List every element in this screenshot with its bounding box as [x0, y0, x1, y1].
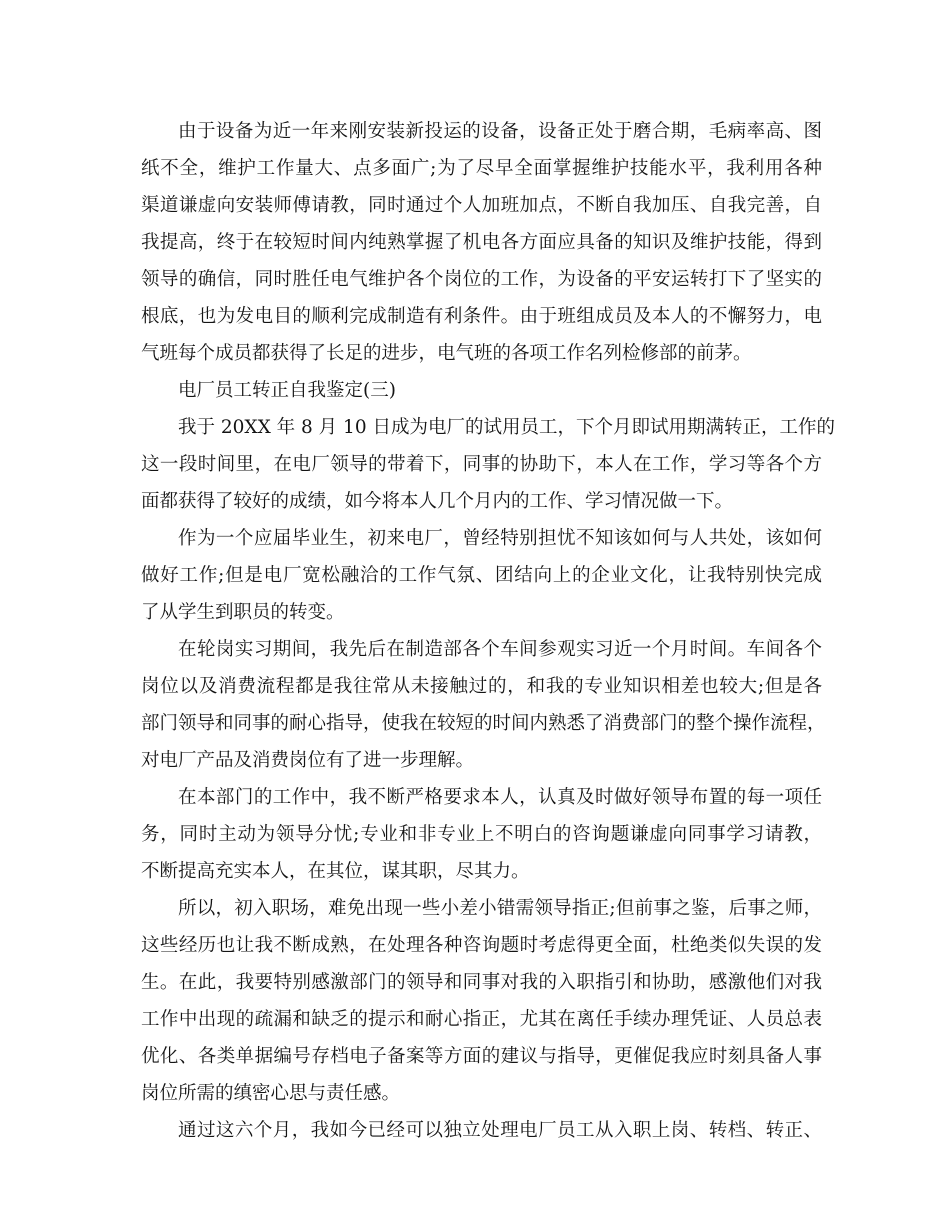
paragraph-line: 生。在此，我要特别感激部门的领导和同事对我的入职指引和协助，感激他们对我: [141, 972, 822, 993]
paragraph-line: 领导的确信，同时胜任电气维护各个岗位的工作，为设备的平安运转打下了坚实的: [141, 269, 822, 290]
paragraph-line: 根底，也为发电目的顺利完成制造有利条件。由于班组成员及本人的不懈努力，电: [141, 306, 822, 327]
paragraph-first-line: 在轮岗实习期间，我先后在制造部各个车间参观实习近一个月时间。车间各个: [178, 639, 822, 660]
paragraph-first-line: 作为一个应届毕业生，初来电厂，曾经特别担忧不知该如何与人共处，该如何: [178, 528, 822, 549]
paragraph-line: 务，同时主动为领导分忧;专业和非专业上不明白的咨询题谦虚向同事学习请教，: [141, 824, 822, 845]
document-body: [141, 113, 835, 1149]
paragraph-line: 我提高，终于在较短时间内纯熟掌握了机电各方面应具备的知识及维护技能，得到: [141, 232, 822, 253]
paragraph-line: 做好工作;但是电厂宽松融洽的工作气氛、团结向上的企业文化，让我特别快完成: [141, 565, 822, 586]
paragraph-line: 优化、各类单据编号存档电子备案等方面的建议与指导，更催促我应时刻具备人事: [141, 1046, 822, 1067]
paragraph-line: 部门领导和同事的耐心指导，使我在较短的时间内熟悉了消费部门的整个操作流程，: [141, 713, 826, 734]
paragraph-first-line: 我于 20XX 年 8 月 10 日成为电厂的试用员工，下个月即试用期满转正，工作的: [178, 417, 835, 438]
paragraph-line: 气班每个成员都获得了长足的进步，电气班的各项工作名列检修部的前茅。: [141, 343, 752, 364]
paragraph-line: 对电厂产品及消费岗位有了进一步理解。: [141, 750, 475, 771]
paragraph-line: 岗位所需的缜密心思与责任感。: [141, 1083, 401, 1104]
paragraph-first-line: 电厂员工转正自我鉴定(三): [178, 380, 396, 401]
paragraph-line: 渠道谦虚向安装师傅请教，同时通过个人加班加点，不断自我加压、自我完善，自: [141, 195, 822, 216]
paragraph-line: 这些经历也让我不断成熟，在处理各种咨询题时考虑得更全面，杜绝类似失误的发: [141, 935, 822, 956]
paragraph-line: 不断提高充实本人，在其位，谋其职，尽其力。: [141, 861, 530, 882]
paragraph-line: 纸不全，维护工作量大、点多面广;为了尽早全面掌握维护技能水平，我利用各种: [141, 158, 822, 179]
paragraph-first-line: 所以，初入职场，难免出现一些小差小错需领导指正;但前事之鉴，后事之师，: [178, 898, 822, 919]
paragraph-line: 这一段时间里，在电厂领导的带着下，同事的协助下，本人在工作，学习等各个方: [141, 454, 822, 475]
paragraph-line: 工作中出现的疏漏和缺乏的提示和耐心指正，尤其在离任手续办理凭证、人员总表: [141, 1009, 822, 1030]
paragraph-first-line: 由于设备为近一年来刚安装新投运的设备，设备正处于磨合期，毛病率高、图: [178, 121, 822, 142]
paragraph-first-line: 通过这六个月，我如今已经可以独立处理电厂员工从入职上岗、转档、转正、: [178, 1120, 822, 1141]
paragraph-line: 岗位以及消费流程都是我往常从未接触过的，和我的专业知识相差也较大;但是各: [141, 676, 822, 697]
paragraph-first-line: 在本部门的工作中，我不断严格要求本人，认真及时做好领导布置的每一项任: [178, 787, 822, 808]
paragraph-line: 面都获得了较好的成绩，如今将本人几个月内的工作、学习情况做一下。: [141, 491, 734, 512]
paragraph-line: 了从学生到职员的转变。: [141, 602, 345, 623]
